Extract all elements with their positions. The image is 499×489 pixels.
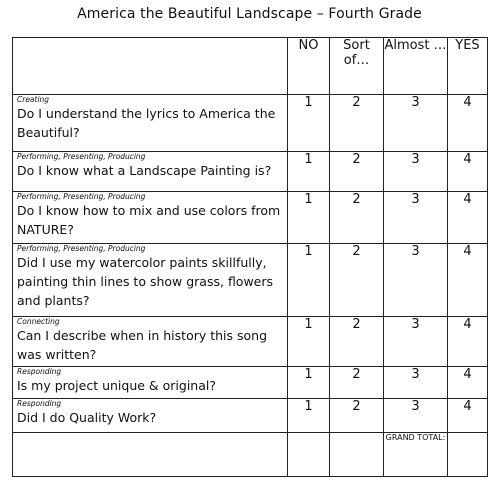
header-blank-cell bbox=[13, 38, 288, 95]
grand-total-blank bbox=[13, 433, 288, 477]
question-cell bbox=[13, 399, 288, 433]
column-header-almost: Almost … bbox=[384, 38, 448, 95]
question-text: Is my project unique & original? bbox=[17, 378, 216, 393]
question-cell bbox=[13, 192, 288, 244]
category-label: Creating bbox=[17, 95, 50, 104]
question-text: Do I understand the lyrics to America the Beautiful? bbox=[17, 106, 276, 140]
score-cell: 2 bbox=[330, 367, 384, 399]
score-cell: 2 bbox=[330, 95, 384, 152]
score-cell: 2 bbox=[330, 192, 384, 244]
column-header-no: NO bbox=[288, 38, 330, 95]
question-cell bbox=[13, 95, 288, 152]
column-header-sort-of: Sort of… bbox=[330, 38, 384, 95]
score-cell: 4 bbox=[448, 399, 488, 433]
score-cell: 2 bbox=[330, 152, 384, 192]
rubric-row bbox=[13, 244, 488, 317]
score-cell: 2 bbox=[330, 317, 384, 367]
category-label: Performing, Presenting, Producing bbox=[17, 192, 146, 201]
question-text: Did I do Quality Work? bbox=[17, 410, 157, 425]
question-cell bbox=[13, 152, 288, 192]
grand-total-blank bbox=[448, 433, 488, 477]
score-cell: 4 bbox=[448, 317, 488, 367]
grand-total-row bbox=[13, 433, 488, 477]
category-label: Connecting bbox=[17, 317, 60, 326]
header-row bbox=[13, 38, 488, 95]
score-cell: 4 bbox=[448, 244, 488, 317]
rubric-row bbox=[13, 192, 488, 244]
grand-total-blank bbox=[330, 433, 384, 477]
score-cell: 3 bbox=[384, 399, 448, 433]
score-cell: 4 bbox=[448, 152, 488, 192]
rubric-row bbox=[13, 95, 488, 152]
score-cell: 4 bbox=[448, 95, 488, 152]
question-text: Can I describe when in history this song was written? bbox=[17, 328, 268, 362]
rubric-row bbox=[13, 367, 488, 399]
score-cell: 3 bbox=[384, 152, 448, 192]
question-cell bbox=[13, 244, 288, 317]
score-cell: 1 bbox=[288, 367, 330, 399]
question-cell bbox=[13, 367, 288, 399]
score-cell: 1 bbox=[288, 244, 330, 317]
rubric-row bbox=[13, 317, 488, 367]
score-cell: 1 bbox=[288, 152, 330, 192]
score-cell: 1 bbox=[288, 399, 330, 433]
score-cell: 2 bbox=[330, 244, 384, 317]
score-cell: 1 bbox=[288, 317, 330, 367]
score-cell: 1 bbox=[288, 95, 330, 152]
rubric-row bbox=[13, 152, 488, 192]
score-cell: 2 bbox=[330, 399, 384, 433]
score-cell: 4 bbox=[448, 192, 488, 244]
question-text: Did I use my watercolor paints skillfully, painting thin lines to show grass, flowers and plants? bbox=[17, 255, 274, 308]
category-label: Performing, Presenting, Producing bbox=[17, 152, 146, 161]
score-cell: 3 bbox=[384, 317, 448, 367]
score-cell: 3 bbox=[384, 95, 448, 152]
rubric-row bbox=[13, 399, 488, 433]
grand-total-label: GRAND TOTAL: bbox=[384, 433, 448, 477]
grand-total-blank bbox=[288, 433, 330, 477]
score-cell: 4 bbox=[448, 367, 488, 399]
column-header-yes: YES bbox=[448, 38, 488, 95]
page-title: America the Beautiful Landscape – Fourth Grade bbox=[77, 6, 422, 22]
category-label: Performing, Presenting, Producing bbox=[17, 244, 146, 253]
score-cell: 3 bbox=[384, 367, 448, 399]
category-label: Responding bbox=[17, 367, 62, 376]
question-text: Do I know how to mix and use colors from NATURE? bbox=[17, 203, 281, 237]
question-cell bbox=[13, 317, 288, 367]
question-text: Do I know what a Landscape Painting is? bbox=[17, 163, 272, 178]
score-cell: 1 bbox=[288, 192, 330, 244]
rubric-table bbox=[12, 37, 488, 477]
score-cell: 3 bbox=[384, 244, 448, 317]
category-label: Responding bbox=[17, 399, 62, 408]
score-cell: 3 bbox=[384, 192, 448, 244]
